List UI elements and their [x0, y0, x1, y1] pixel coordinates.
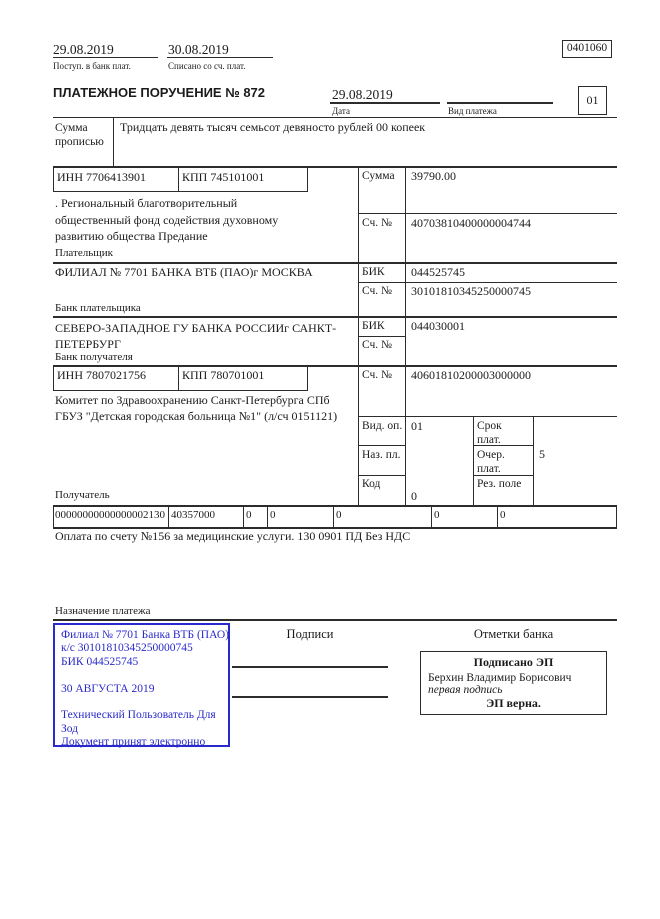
payer-name: [55, 195, 278, 245]
code-cell-5: 0: [336, 509, 342, 521]
grid-line: [447, 102, 553, 104]
sum-label: Сумма: [362, 170, 395, 182]
grid-line: [167, 57, 273, 58]
grid-line: [178, 166, 179, 192]
amount-words-label: Сумма прописью: [55, 122, 104, 148]
grid-line: [53, 365, 617, 367]
debited-from-account-date: 30.08.2019: [168, 42, 229, 57]
grid-line: [358, 416, 617, 417]
grid-line: [533, 416, 534, 507]
esign-verdict: ЭП верна.: [486, 696, 541, 710]
stamp-line: Филиал № 7701 Банка ВТБ (ПАО): [61, 629, 229, 641]
payee-bank-bik-label: БИК: [362, 320, 385, 332]
code-cell-3: 0: [246, 509, 252, 521]
esign-title: Подписано ЭП: [473, 655, 554, 669]
grid-line: [53, 57, 158, 58]
payer-account: 40703810400000004744: [411, 216, 531, 230]
grid-line: [358, 336, 405, 337]
status-code: 01: [586, 93, 599, 107]
payer-name-line: развитию общества Предание: [55, 229, 208, 243]
grid-line: [53, 390, 308, 391]
payee-kpp: КПП 780701001: [182, 368, 265, 382]
form-code-box: [562, 40, 612, 58]
amount-words-value: Тридцать девять тысяч семьсот девяносто рублей 00 копеек: [120, 120, 426, 134]
grid-line: [113, 117, 114, 167]
payer-label: Плательщик: [55, 247, 113, 259]
payer-account-label: Сч. №: [362, 217, 393, 229]
document-date: 29.08.2019: [332, 87, 393, 102]
code-cell-4: 0: [270, 509, 276, 521]
grid-line: [497, 505, 498, 528]
payer-name-line: . Региональный благотворительный: [55, 196, 238, 210]
vid-op-value: 01: [411, 419, 423, 433]
stamp-line: [61, 669, 222, 682]
bank-marks-header: Отметки банка: [473, 627, 554, 641]
payee-name-line: ГБУЗ "Детская городская больница №1" (л/сч 0151121): [55, 409, 338, 423]
grid-line: [358, 282, 617, 283]
esign-box: [420, 651, 607, 715]
form-code: 0401060: [566, 42, 608, 54]
payee-inn: ИНН 7807021756: [57, 368, 146, 382]
grid-line: [307, 166, 308, 192]
payer-bank-name: ФИЛИАЛ № 7701 БАНКА ВТБ (ПАО)г МОСКВА: [55, 265, 313, 279]
payee-bank-name: [55, 320, 336, 352]
grid-line: [232, 666, 388, 668]
sum-value: 39790.00: [411, 169, 456, 183]
grid-line: [307, 365, 308, 391]
grid-line: [53, 505, 617, 507]
grid-line: [358, 213, 617, 214]
kod-value: 0: [411, 489, 417, 503]
grid-line: [53, 166, 54, 192]
grid-line: [330, 102, 440, 104]
payee-label: Получатель: [55, 489, 110, 501]
received-in-bank-label: Поступ. в банк плат.: [53, 61, 131, 71]
date-label: Дата: [332, 106, 350, 116]
grid-line: [53, 527, 617, 529]
stamp-line: Технический Пользователь Для: [61, 709, 216, 722]
grid-line: [53, 191, 308, 192]
grid-line: [243, 505, 244, 528]
grid-line: [53, 505, 54, 528]
ocher-plat-label: Очер. плат.: [477, 449, 505, 475]
naz-pl-label: Наз. пл.: [362, 449, 401, 461]
esign-note: первая подпись: [428, 684, 503, 696]
grid-line: [178, 365, 179, 391]
purpose-label: Назначение платежа: [55, 605, 151, 617]
payee-bank-account-label: Сч. №: [362, 339, 393, 351]
signatures-header: Подписи: [286, 627, 334, 641]
received-in-bank-date: 29.08.2019: [53, 42, 114, 57]
stamp-line: Зод: [61, 722, 79, 735]
grid-line: [168, 505, 169, 528]
payer-bank-bik-label: БИК: [362, 266, 385, 278]
grid-line: [358, 475, 405, 476]
code-cell-6: 0: [434, 509, 440, 521]
grid-line: [53, 365, 54, 391]
stamp-line: [61, 696, 222, 709]
grid-line: [232, 696, 388, 698]
stamp-line: 30 АВГУСТА 2019: [61, 682, 155, 695]
payer-bank-bik: 044525745: [411, 265, 465, 279]
code-cell-oktmo: 40357000: [171, 509, 215, 521]
payee-bank-name-line: СЕВЕРО-ЗАПАДНОЕ ГУ БАНКА РОССИИг САНКТ-: [55, 321, 337, 335]
srok-plat-label: Срок плат.: [477, 420, 502, 446]
status-code-box: [578, 86, 607, 115]
payer-bank-account: 30101810345250000745: [411, 284, 531, 298]
grid-line: [358, 445, 405, 446]
payee-name: [55, 392, 337, 424]
grid-line: [53, 619, 617, 621]
grid-line: [431, 505, 432, 528]
ocher-plat-value: 5: [539, 447, 545, 461]
payer-bank-account-label: Сч. №: [362, 285, 393, 297]
rez-pole-label: Рез. поле: [477, 478, 522, 490]
vid-op-label: Вид. оп.: [362, 420, 403, 432]
code-cell-7: 0: [500, 509, 506, 521]
grid-line: [405, 166, 406, 507]
payee-name-line: Комитет по Здравоохранению Санкт-Петербурга СПб: [55, 393, 330, 407]
grid-line: [53, 166, 617, 168]
grid-line: [53, 117, 617, 118]
stamp-line: БИК 044525745: [61, 655, 139, 668]
document-title: ПЛАТЕЖНОЕ ПОРУЧЕНИЕ № 872: [53, 85, 266, 100]
payment-kind-label: Вид платежа: [448, 106, 497, 116]
code-cell-kbk: 00000000000000002130: [55, 509, 165, 521]
stamp-line: Документ принят электронно: [61, 736, 206, 749]
grid-line: [53, 316, 617, 318]
payer-bank-label: Банк плательщика: [55, 302, 141, 314]
payee-bank-name-line: ПЕТЕРБУРГ: [55, 337, 121, 351]
bank-acceptance-stamp: [53, 623, 230, 747]
grid-line: [473, 416, 474, 507]
grid-line: [53, 262, 617, 264]
grid-line: [616, 505, 617, 528]
payee-account: 40601810200003000000: [411, 368, 531, 382]
debited-from-account-label: Списано со сч. плат.: [168, 61, 246, 71]
stamp-line: к/с 30101810345250000745: [61, 642, 193, 655]
grid-line: [333, 505, 334, 528]
payee-account-label: Сч. №: [362, 369, 393, 381]
grid-line: [473, 475, 533, 476]
kod-label: Код: [362, 478, 381, 490]
esign-signer-name: Берхин Владимир Борисович: [428, 672, 572, 684]
payee-bank-label: Банк получателя: [55, 351, 133, 363]
payer-kpp: КПП 745101001: [182, 170, 265, 184]
payer-name-line: общественный фонд содействия духовному: [55, 212, 279, 227]
grid-line: [267, 505, 268, 528]
payer-inn: ИНН 7706413901: [57, 170, 146, 184]
purpose-text: Оплата по счету №156 за медицинские услуги. 130 0901 ПД Без НДС: [55, 529, 411, 543]
payee-bank-bik: 044030001: [411, 319, 465, 333]
grid-line: [473, 445, 533, 446]
